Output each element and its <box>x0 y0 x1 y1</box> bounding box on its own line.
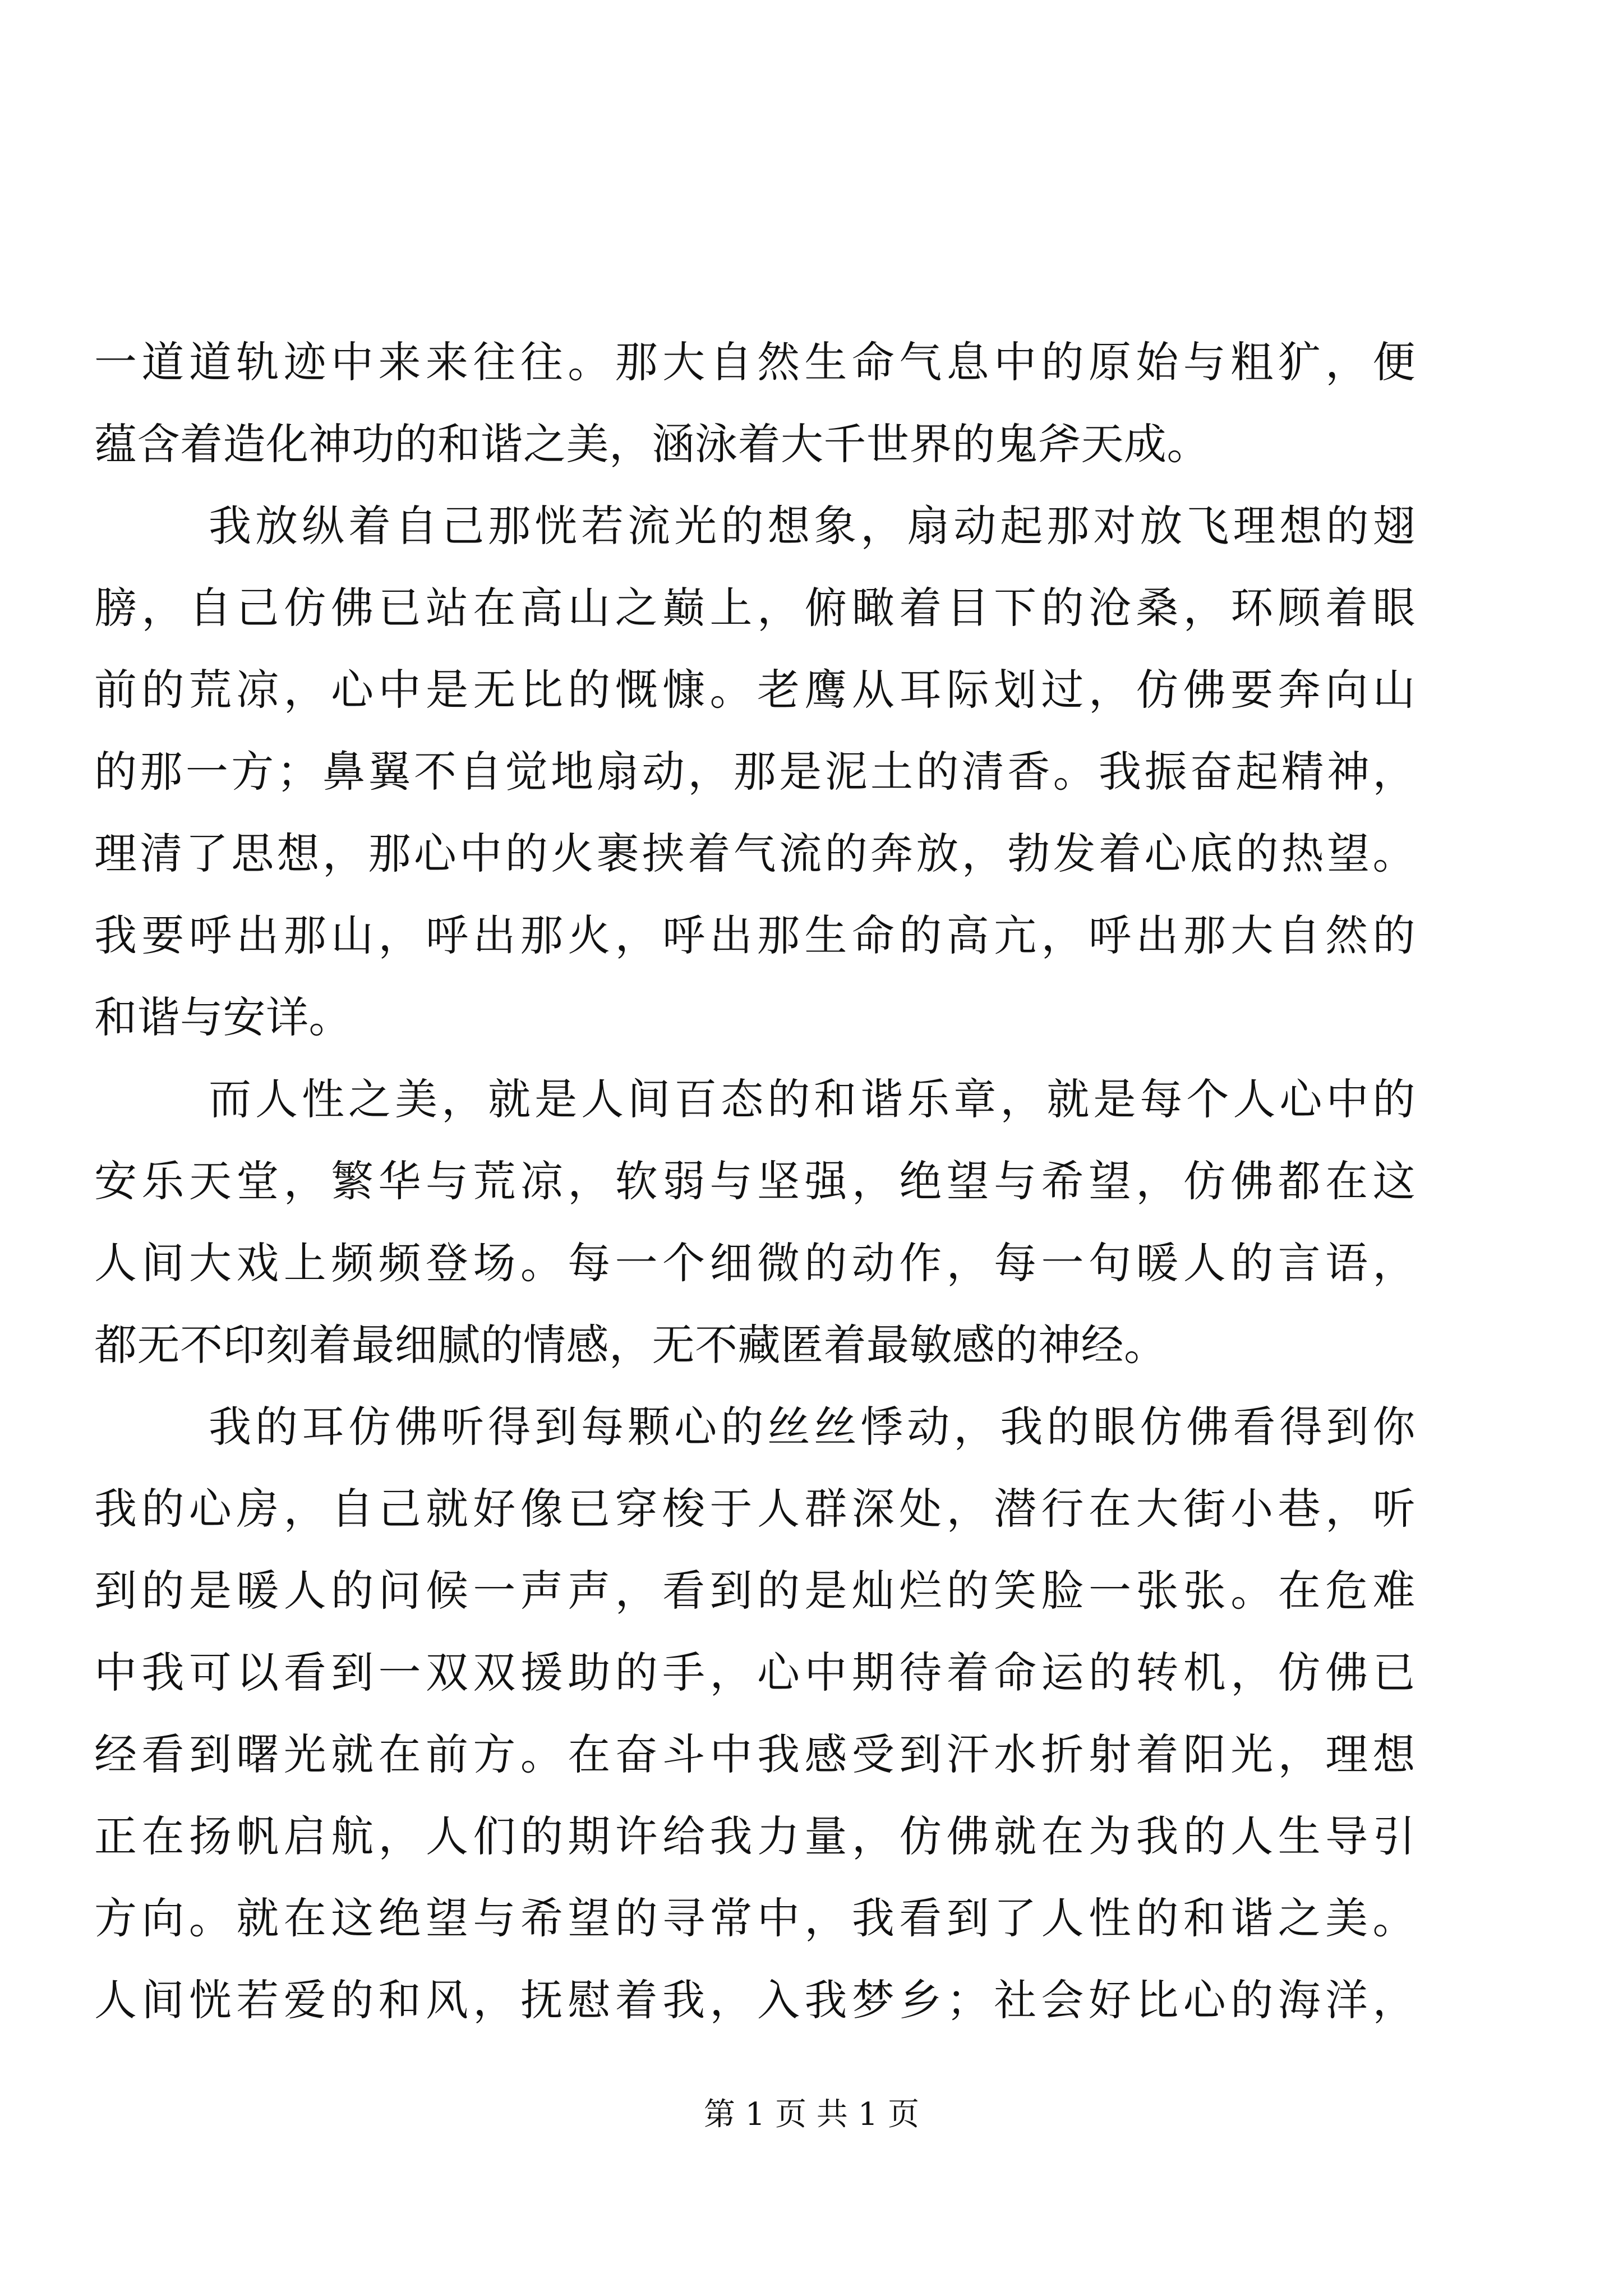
text-line: 和谐与安详。 <box>94 992 352 1042</box>
text-line: 都无不印刻着最细腻的情感，无不藏匿着最敏感的神经。 <box>94 1320 1167 1370</box>
text-line: 到的是暖人的问候一声声，看到的是灿烂的笑脸一张张。在危难 <box>94 1566 1420 1616</box>
text-line: 我的耳仿佛听得到每颗心的丝丝悸动，我的眼仿佛看得到你 <box>209 1402 1419 1452</box>
text-line: 我放纵着自己那恍若流光的想象，扇动起那对放飞理想的翅 <box>209 501 1419 551</box>
text-line: 人间恍若爱的和风，抚慰着我，入我梦乡；社会好比心的海洋， <box>94 1975 1420 2025</box>
text-line: 膀，自己仿佛已站在高山之巅上，俯瞰着目下的沧桑，环顾着眼 <box>94 583 1420 633</box>
text-line: 我要呼出那山，呼出那火，呼出那生命的高亢，呼出那大自然的 <box>94 910 1420 960</box>
text-line: 安乐天堂，繁华与荒凉，软弱与坚强，绝望与希望，仿佛都在这 <box>94 1156 1420 1206</box>
text-line: 经看到曙光就在前方。在奋斗中我感受到汗水折射着阳光，理想 <box>94 1729 1420 1779</box>
text-line: 人间大戏上频频登场。每一个细微的动作，每一句暖人的言语， <box>94 1238 1420 1288</box>
text-line: 而人性之美，就是人间百态的和谐乐章，就是每个人心中的 <box>209 1074 1419 1124</box>
text-line: 方向。就在这绝望与希望的寻常中，我看到了人性的和谐之美。 <box>94 1893 1420 1943</box>
text-line: 蕴含着造化神功的和谐之美，涵泳着大千世界的鬼斧天成。 <box>94 419 1210 469</box>
page-footer: 第 1 页 共 1 页 <box>703 2096 920 2133</box>
text-line: 正在扬帆启航，人们的期许给我力量，仿佛就在为我的人生导引 <box>94 1811 1420 1861</box>
text-line: 理清了思想，那心中的火裹挟着气流的奔放，勃发着心底的热望。 <box>94 829 1418 878</box>
text-line: 前的荒凉，心中是无比的慨慷。老鹰从耳际划过，仿佛要奔向山 <box>94 665 1420 715</box>
text-line: 的那一方；鼻翼不自觉地扇动，那是泥土的清香。我振奋起精神， <box>94 747 1418 797</box>
text-line: 一道道轨迹中来来往往。那大自然生命气息中的原始与粗犷，便 <box>94 337 1420 387</box>
text-line: 我的心房，自己就好像已穿梭于人群深处，潜行在大街小巷，听 <box>94 1484 1420 1534</box>
text-line: 中我可以看到一双双援助的手，心中期待着命运的转机，仿佛已 <box>94 1648 1420 1697</box>
